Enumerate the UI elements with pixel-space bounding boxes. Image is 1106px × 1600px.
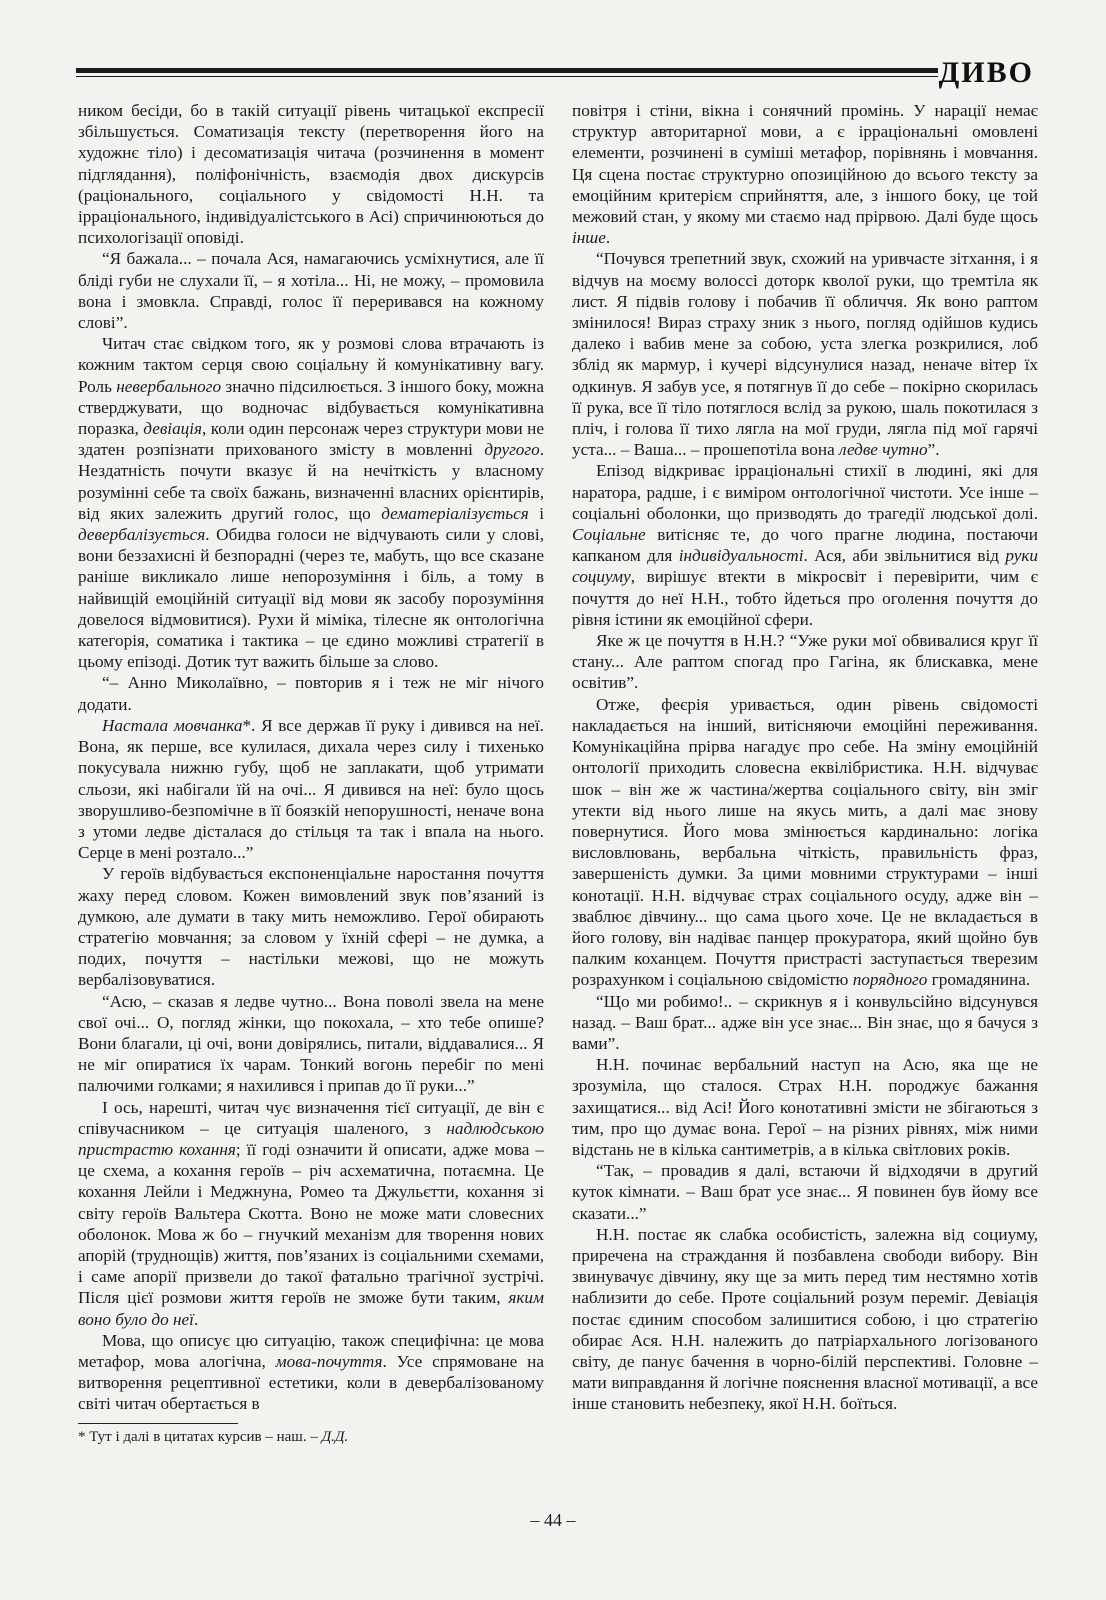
paragraph: Н.Н. починає вербальний наступ на Асю, яка ще не зрозуміла, що сталося. Страх Н.Н. породжує бажання захищатися... від Асі! Його конотативні змісти не збігаються з тим, про що думає вона. Герої – на різних рівнях, між ними відстань не в кілька сантиметрів, а в кілька світлових років. bbox=[572, 1055, 1038, 1159]
paragraph: Н.Н. постає як слабка особистість, залежна від социуму, приречена на страждання й позбавлена свободи вибору. Він звинувачує дівчину, яку ще за мить перед тим нестямно хотів наблизити до себе. Проте соціальний розум переміг. Девіація постає єдиним способом залишитися собою, і цю стратегію обирає Ася. Н.Н. належить до патріархального логізованого світу, де панує бачення в чорно-білій перспективі. Головне – мати виправдання й логічне пояснення власної мотивації, а все інше становить небезпеку, якої Н.Н. боїться. bbox=[572, 1224, 1038, 1414]
footnote: * Тут і далі в цитатах курсив – наш. – Д.Д. bbox=[78, 1428, 349, 1445]
paragraph: Читач стає свідком того, як у розмові слова втрачають із кожним тактом серця свою соціальну й комунікативну вагу. Роль невербального значно підсилюється. З іншого боку, можна стверджувати, що водночас відбувається комунікативна поразка, девіація, коли один персонаж через структури мови не здатен розпізнати прихованого змісту в мовленні другого. Нездатність почути вказує й на нечіткість у власному розумінні себе та своїх бажань, визначенні власних орієнтирів, від яких залежить другий голос, що дематеріалізується і девербалізується. Обидва голоси не відчувають сили у слові, вони беззахисні й безпорадні (через те, мабуть, що все сказане раніше викликало лише непорозуміння і біль, а тому в найвищій емоційній ситуації від мови як засобу порозуміння довелося відмовитися). Рухи й міміка, тілесне як онтологічна категорія, соматика і тактика – це єдино можливі стратегії в цьому епізоді. Дотик тут важить більше за слово. bbox=[78, 334, 545, 672]
right-column bbox=[572, 100, 1038, 1500]
paragraph: “Асю, – сказав я ледве чутно... Вона поволі звела на мене свої очі... О, погляд жінки, що покохала, – хто тебе опише? Вони благали, ці очі, вони довірялись, питали, віддавалися... Я не міг опиратися їх чарам. Тонкий вогонь перебіг по мені палючими голками; я нахилився і припав до її руки...” bbox=[78, 991, 544, 1096]
paragraph: У героїв відбувається експоненціальне наростання почуття жаху перед словом. Кожен вимовлений звук пов’язаний із думкою, але думати в таку мить неможливо. Герої обирають стратегію мовчання; за словом у їхній сфері – не думка, а подих, почуття – настільки межові, що не можуть вербалізовуватися. bbox=[78, 864, 544, 990]
paragraph: Настала мовчанка*. Я все держав її руку і дивився на неї. Вона, як перше, все кулилася, дихала через силу і тихенько покусувала нижню губу, щоб не заплакати, щоб утримати сльози, які набігали їй на очі... Я дивився на неї: було щось зворушливо-безпомічне в її боязкій непорушності, неначе вона з утоми ледве дісталася до стільця та так і впала на нього. Серце в мені розтало...” bbox=[78, 715, 544, 863]
left-column bbox=[78, 100, 544, 1500]
paragraph: “Що ми робимо!.. – скрикнув я і конвульсійно відсунувся назад. – Ваш брат... адже він усе знає... Він знає, що я бачуся з вами”. bbox=[572, 991, 1038, 1053]
paragraph: Яке ж це почуття в Н.Н.? “Уже руки мої обвивалися круг її стану... Але раптом спогад про Гагіна, як блискавка, мене освітив”. bbox=[572, 631, 1038, 693]
paragraph: повітря і стіни, вікна і сонячний промінь. У нарації немає структур авторитарної мови, а є ірраціональні омовлені елементи, розчинені в суміші метафор, порівнянь і мовчання. Ця сцена постає структурно опозиційною до всього тексту за емоційним критерієм сприйняття, але, з іншого боку, це той межовий стан, у якому ми стаємо над прірвою. Далі буде щось інше. bbox=[572, 101, 1038, 248]
paragraph: Мова, що описує цю ситуацію, також специфічна: це мова метафор, мова алогічна, мова-почуття. Усе спрямоване на витворення рецептивної естетики, коли в девербалізованому світі читач обертається в bbox=[78, 1330, 544, 1414]
paragraph: “Так, – провадив я далі, встаючи й відходячи в другий куток кімнати. – Ваш брат усе знає... Я повинен був йому все сказати...” bbox=[572, 1161, 1038, 1223]
paragraph: Епізод відкриває ірраціональні стихії в людині, які для наратора, радше, і є виміром онтологічної чистоти. Усе інше – соціальні оболонки, що призводять до трагедії людської долі. Соціальне витісняє те, до чого прагне людина, постаючи капканом для індивідуальності. Ася, аби звільнитися від руки социуму, вирішує втекти в мікросвіт і перевірити, чим є почуття до неї Н.Н., тобто йдеться про оголення почуття до рівня істини як емоційної сфери. bbox=[572, 461, 1038, 629]
paragraph: І ось, нарешті, читач чує визначення тієї ситуації, де він є співучасником – це ситуація шаленого, з надлюдською пристрастю кохання; її годі означити й описати, адже мова – це схема, а кохання героїв – річ асхематична, потаємна. Це кохання Лейли і Меджнуна, Ромео та Джульєтти, кохання зі світу героїв Вальтера Скотта. Воно не може мати словесних оболонок. Мова ж бо – гнучкий механізм для творення нових апорій (труднощів) життя, пов’язаних із соціальними схемами, і саме апорії призвели до такої фатально трагічної зустрічі. Після цієї розмови життя героїв не зможе бути таким, яким воно було до неї. bbox=[78, 1097, 545, 1329]
header-rule-thick bbox=[76, 68, 938, 73]
paragraph: “– Анно Миколаївно, – повторив я і теж не міг нічого додати. bbox=[78, 673, 544, 714]
footnote-rule bbox=[78, 1423, 238, 1424]
article-body bbox=[78, 100, 1038, 1500]
paragraph: “Почувся трепетний звук, схожий на уривчасте зітхання, і я відчув на моєму волоссі доторк кволої руки, що тремтіла як лист. Я підвів голову і побачив її обличчя. Як воно раптом змінилося! Вираз страху зник з нього, погляд одійшов кудись далеко і вабив мене за собою, уста злегка розкрилися, лоб зблід як мармур, і кучері відсунулися назад, неначе вітер їх одкинув. Я забув усе, я потягнув її до себе – покірно скорилась її рука, все її тіло потяглося вслід за рукою, шаль покотилася з пліч, і голова її тихо лягла на мої груди, лягла під мої гарячі уста... – Ваша... – прошепотіла вона ледве чутно”. bbox=[572, 249, 1038, 460]
paragraph: ником бесіди, бо в такій ситуації рівень читацької експресії збільшується. Соматизація тексту (перетворення його на художнє тіло) і десоматизація читача (розчинення в момент підглядання), поліфонічність, взаємодія двох дискурсів (раціонального, соціального у свідомості Н.Н. та ірраціонального, індивідуалістського в Асі) спричинюються до психологізації оповіді. bbox=[78, 101, 544, 248]
paragraph: “Я бажала... – почала Ася, намагаючись усміхнутися, але її бліді губи не слухали її, – я хотіла... Ні, не можу, – промовила вона і змовкла. Справді, голос її переривався на кожному слові”. bbox=[78, 249, 544, 333]
journal-brand: ДИВО bbox=[938, 56, 1034, 89]
page-header bbox=[76, 56, 1034, 90]
page-number: – 44 – bbox=[530, 1510, 576, 1530]
header-rule-thin bbox=[76, 76, 938, 77]
paragraph: Отже, феєрія уривається, один рівень свідомості накладається на інший, витісняючи емоційні переживання. Комунікаційна прірва нагадує про себе. На зміну емоційній онтології приходить словесна еквілібристика. Н.Н. відчуває шок – він же ж частина/жертва соціального світу, він зміг утекти від нього лише на якусь мить, а далі має знову повернутися. Його мова змінюється кардинально: логіка висловлювань, вербальна чіткість, правильність фраз, завершеність думки. За цими мовними структурами – інші конотації. Н.Н. відчуває страх соціального осуду, адже він – зваблює дівчину... що сама цього хоче. Це не вкладається в його голову, він надіває панцер прокуратора, який щойно був палким коханцем. Почуття пристрасті заступається тверезим розрахунком і соціальною свідомістю порядного громадянина. bbox=[572, 694, 1038, 990]
